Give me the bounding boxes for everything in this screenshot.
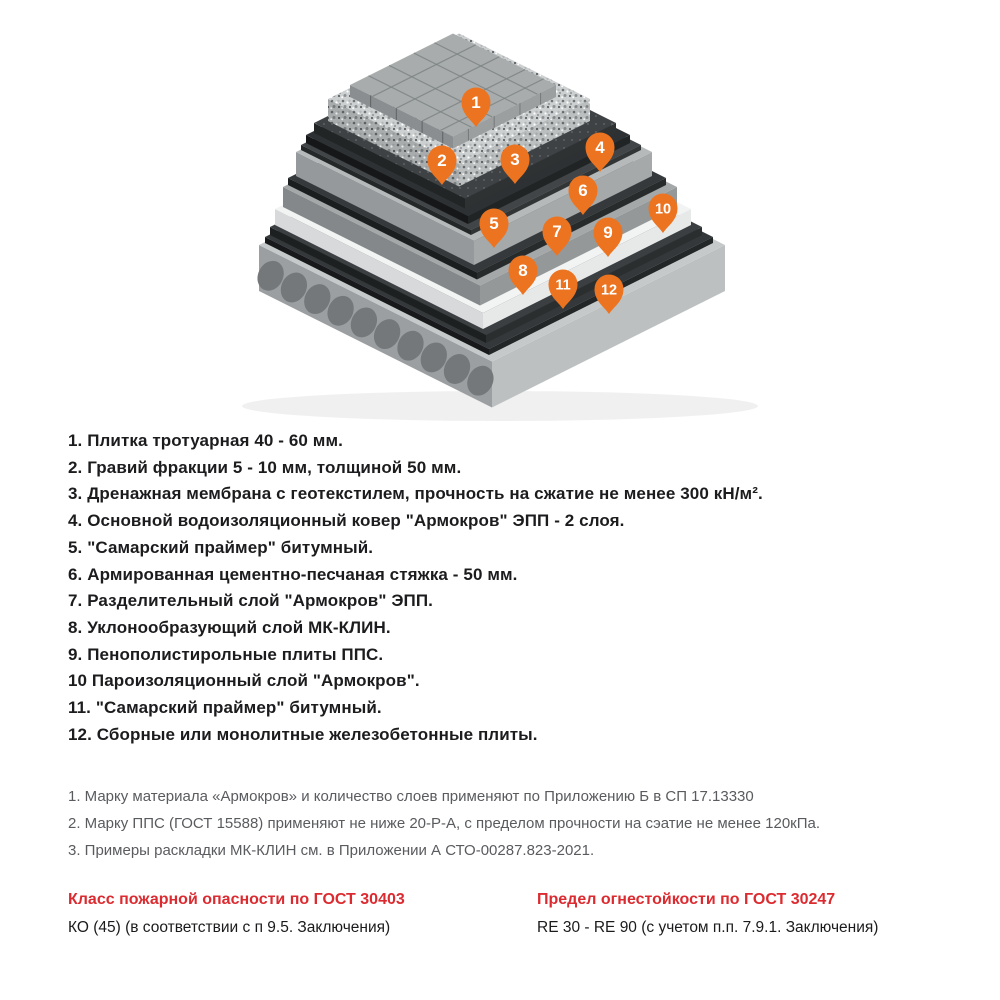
legend-item: 4. Основной водоизоляционный ковер "Армокров" ЭПП - 2 слоя. [68, 511, 625, 531]
fire-class-value: КО (45) (в соответствии с п 9.5. Заключения) [68, 919, 391, 936]
legend-item: 6. Армированная цементно-песчаная стяжка - 50 мм. [68, 564, 518, 584]
pin-label: 4 [595, 138, 605, 157]
fire-class-title: Класс пожарной опасности по ГОСТ 30403 [68, 891, 405, 908]
pin-label: 8 [518, 261, 528, 280]
legend-item: 5. "Самарский праймер" битумный. [68, 537, 374, 557]
layers-legend [68, 428, 948, 748]
pin-label: 6 [578, 181, 588, 200]
pin-label: 12 [600, 282, 618, 299]
pin-label: 7 [552, 222, 562, 241]
pin-label: 2 [437, 151, 447, 170]
roof-layers-diagram [0, 0, 1000, 430]
pin-label: 11 [555, 277, 571, 294]
footnote-item: 2. Марку ППС (ГОСТ 15588) применяют не ниже 20-Р-А, с пределом прочности на сэатие не менее 120кПа. [68, 815, 821, 832]
pin-label: 5 [489, 214, 499, 233]
legend-item: 1. Плитка тротуарная 40 - 60 мм. [68, 431, 343, 450]
legend-item: 11. "Самарский праймер" битумный. [68, 698, 382, 718]
pin-label: 10 [654, 201, 672, 218]
legend-item: 9. Пенополистирольные плиты ППС. [68, 644, 384, 664]
footnote-item: 1. Марку материала «Армокров» и количество слоев применяют по Приложению Б в СП 17.13330 [68, 788, 754, 805]
pin-label: 3 [510, 150, 520, 169]
legend-item: 2. Гравий фракции 5 - 10 мм, толщиной 50 мм. [68, 457, 462, 477]
legend-item: 7. Разделительный слой "Армокров" ЭПП. [68, 591, 433, 611]
fire-resistance-block [537, 890, 967, 938]
fire-class-block [68, 890, 498, 938]
legend-item: 12. Сборные или монолитные железобетонные плиты. [68, 724, 538, 744]
footnotes [68, 783, 948, 864]
footnote-item: 3. Примеры раскладки МК-КЛИН см. в Приложении А СТО-00287.823-2021. [68, 842, 595, 859]
fire-resistance-value: RE 30 - RE 90 (с учетом п.п. 7.9.1. Заключения) [537, 919, 879, 936]
legend-item: 10 Пароизоляционный слой "Армокров". [68, 671, 420, 691]
pin-label: 1 [471, 93, 481, 112]
legend-item: 8. Уклонообразующий слой МК-КЛИН. [68, 617, 391, 637]
pin-label: 9 [603, 223, 613, 242]
legend-item: 3. Дренажная мембрана с геотекстилем, прочность на сжатие не менее 300 кН/м². [68, 484, 763, 504]
fire-resistance-title: Предел огнестойкости по ГОСТ 30247 [537, 891, 836, 908]
